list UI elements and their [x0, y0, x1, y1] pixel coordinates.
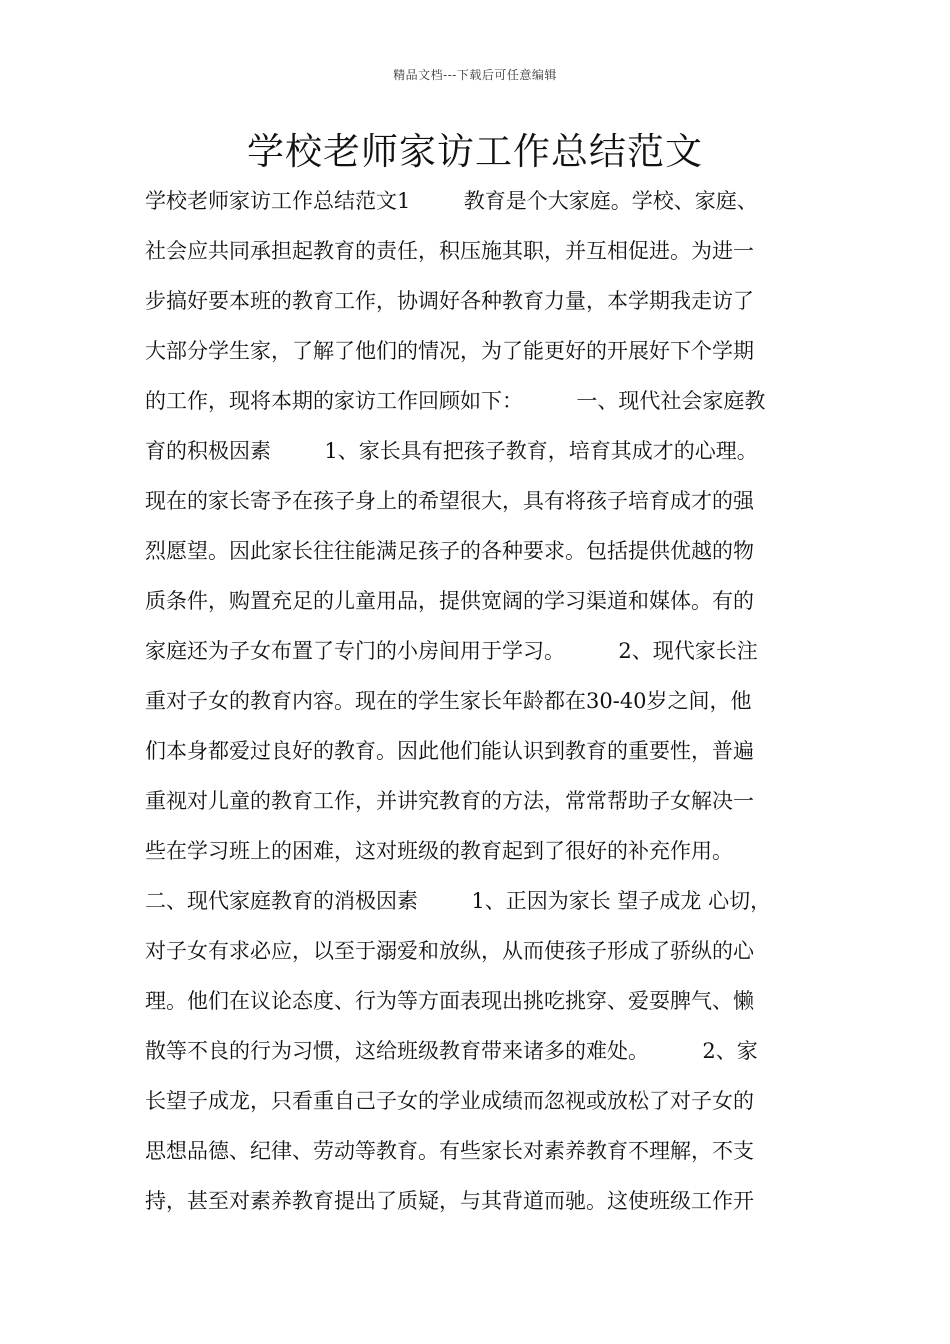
document-title: 学校老师家访工作总结范文 — [247, 130, 703, 173]
body-line: 思想品德、纪律、劳动等教育。有些家长对素养教育不理解，不支 — [145, 1139, 754, 1163]
page-header-note: 精品文档---下载后可任意编辑 — [393, 68, 557, 82]
body-line: 大部分学生家，了解了他们的情况，为了能更好的开展好下个学期 — [145, 339, 754, 363]
body-line: 对子女有求必应，以至于溺爱和放纵，从而使孩子形成了骄纵的心 — [145, 939, 754, 963]
body-line: 长望子成龙，只看重自己子女的学业成绩而忽视或放松了对子女的 — [145, 1089, 754, 1113]
body-line: 社会应共同承担起教育的责任，积压施其职，并互相促进。为进一 — [145, 239, 754, 263]
body-line: 育的积极因素 1、家长具有把孩子教育，培育其成才的心理。 — [145, 439, 758, 463]
body-line: 重对子女的教育内容。现在的学生家长年龄都在30-40岁之间，他 — [145, 689, 752, 713]
body-line: 二、现代家庭教育的消极因素 1、正因为家长 望子成龙 心切， — [145, 889, 772, 913]
body-line: 散等不良的行为习惯，这给班级教育带来诸多的难处。 2、家 — [145, 1039, 758, 1063]
body-line: 些在学习班上的困难，这对班级的教育起到了很好的补充作用。 — [145, 839, 733, 863]
document-body — [145, 176, 815, 1226]
body-line: 现在的家长寄予在孩子身上的希望很大，具有将孩子培育成才的强 — [145, 489, 754, 513]
body-line: 重视对儿童的教育工作，并讲究教育的方法，常常帮助子女解决一 — [145, 789, 754, 813]
body-line: 们本身都爱过良好的教育。因此他们能认识到教育的重要性，普遍 — [145, 739, 754, 763]
body-line: 家庭还为子女布置了专门的小房间用于学习。 2、现代家长注 — [145, 639, 758, 663]
body-line: 烈愿望。因此家长往往能满足孩子的各种要求。包括提供优越的物 — [145, 539, 754, 563]
body-line: 步搞好要本班的教育工作，协调好各种教育力量，本学期我走访了 — [145, 289, 754, 313]
body-line: 理。他们在议论态度、行为等方面表现出挑吃挑穿、爱耍脾气、懒 — [145, 989, 754, 1013]
body-line: 学校老师家访工作总结范文1 教育是个大家庭。学校、家庭、 — [145, 189, 758, 213]
body-line: 持，甚至对素养教育提出了质疑，与其背道而驰。这使班级工作开 — [145, 1189, 754, 1213]
body-line: 质条件，购置充足的儿童用品，提供宽阔的学习渠道和媒体。有的 — [145, 589, 754, 613]
body-line: 的工作，现将本期的家访工作回顾如下： 一、现代社会家庭教 — [145, 389, 766, 413]
